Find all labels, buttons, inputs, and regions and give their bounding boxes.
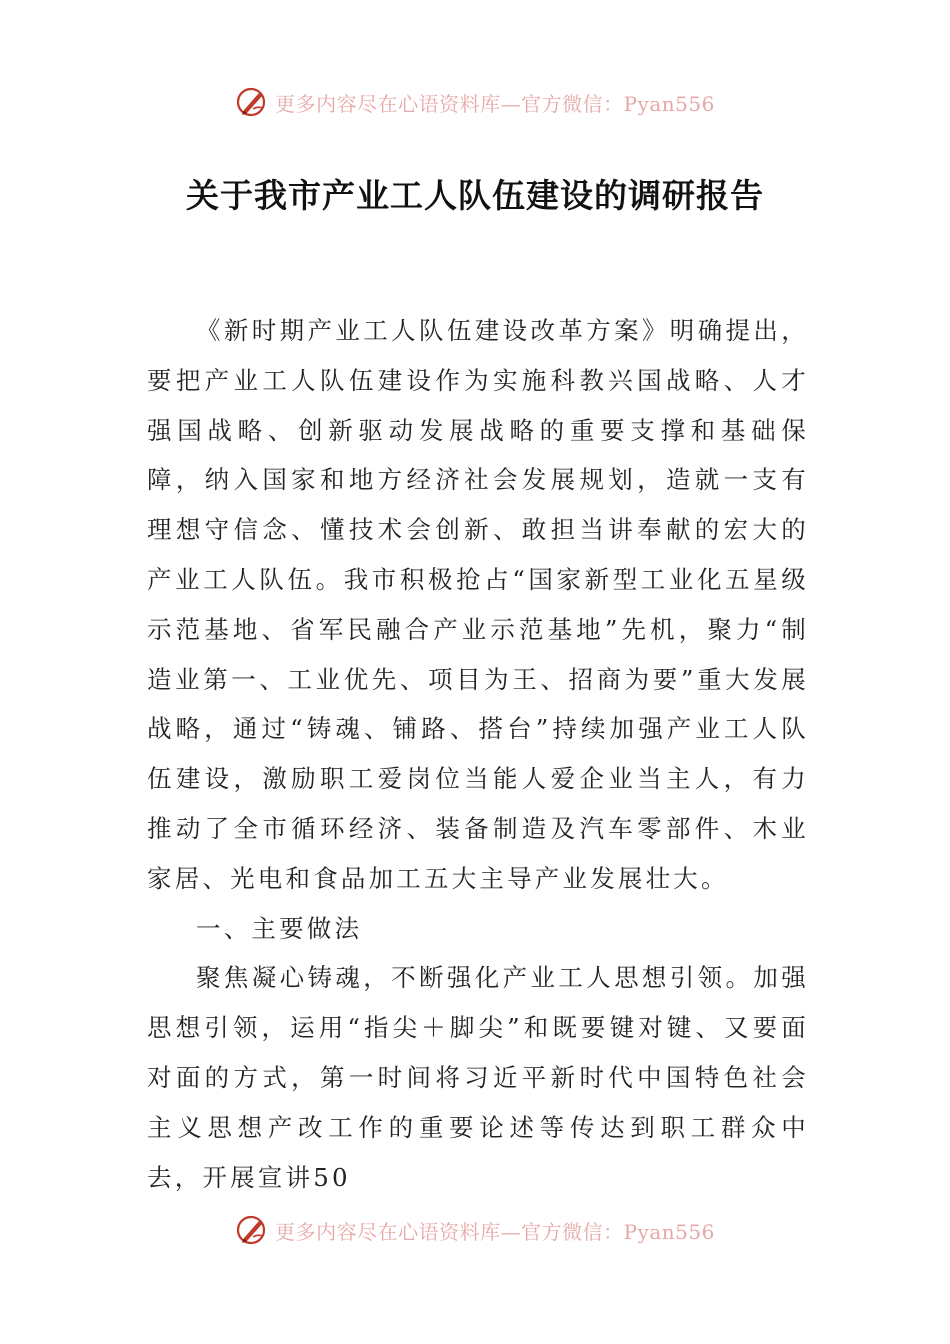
document-title: 关于我市产业工人队伍建设的调研报告 [186, 176, 764, 215]
section-heading: 一、主要做法 [196, 913, 363, 943]
paragraph-intro: 《新时期产业工人队伍建设改革方案》明确提出，要把产业工人队伍建设作为实施科教兴国战略、人才强国战略、创新驱动发展战略的重要支撑和基础保障，纳入国家和地方经济社会发展规划，造就一支有理想守信念、懂技术会创新、敢担当讲奉献的宏大的产业工人队伍。我市积极抢占“国家新型工业化五星级示范基地、省军民融合产业示范基地”先机，聚力“制造业第一、工业优先、项目为王、招商为要”重大发展战略，通过“铸魂、铺路、搭台”持续加强产业工人队伍建设，激励职工爱岗位当能人爱企业当主人，有力推动了全市循环经济、装备制造及汽车零部件、木业家居、光电和食品加工五大主导产业发展壮大。 [147, 316, 809, 893]
pen-logo-icon [235, 1213, 269, 1247]
paragraph-body: 聚焦凝心铸魂，不断强化产业工人思想引领。加强思想引领，运用“指尖＋脚尖”和既要键对键、又要面对面的方式，第一时间将习近平新时代中国特色社会主义思想产改工作的重要论述等传达到职工群众中去，开展宣讲50 [147, 963, 809, 1192]
watermark-header [0, 80, 950, 124]
pen-logo-icon [235, 85, 269, 119]
watermark-text: 更多内容尽在心语资料库—官方微信：Pyan556 [275, 91, 715, 116]
watermark-footer [0, 1208, 950, 1252]
watermark-text: 更多内容尽在心语资料库—官方微信：Pyan556 [275, 1219, 715, 1244]
document-body [147, 306, 809, 1202]
